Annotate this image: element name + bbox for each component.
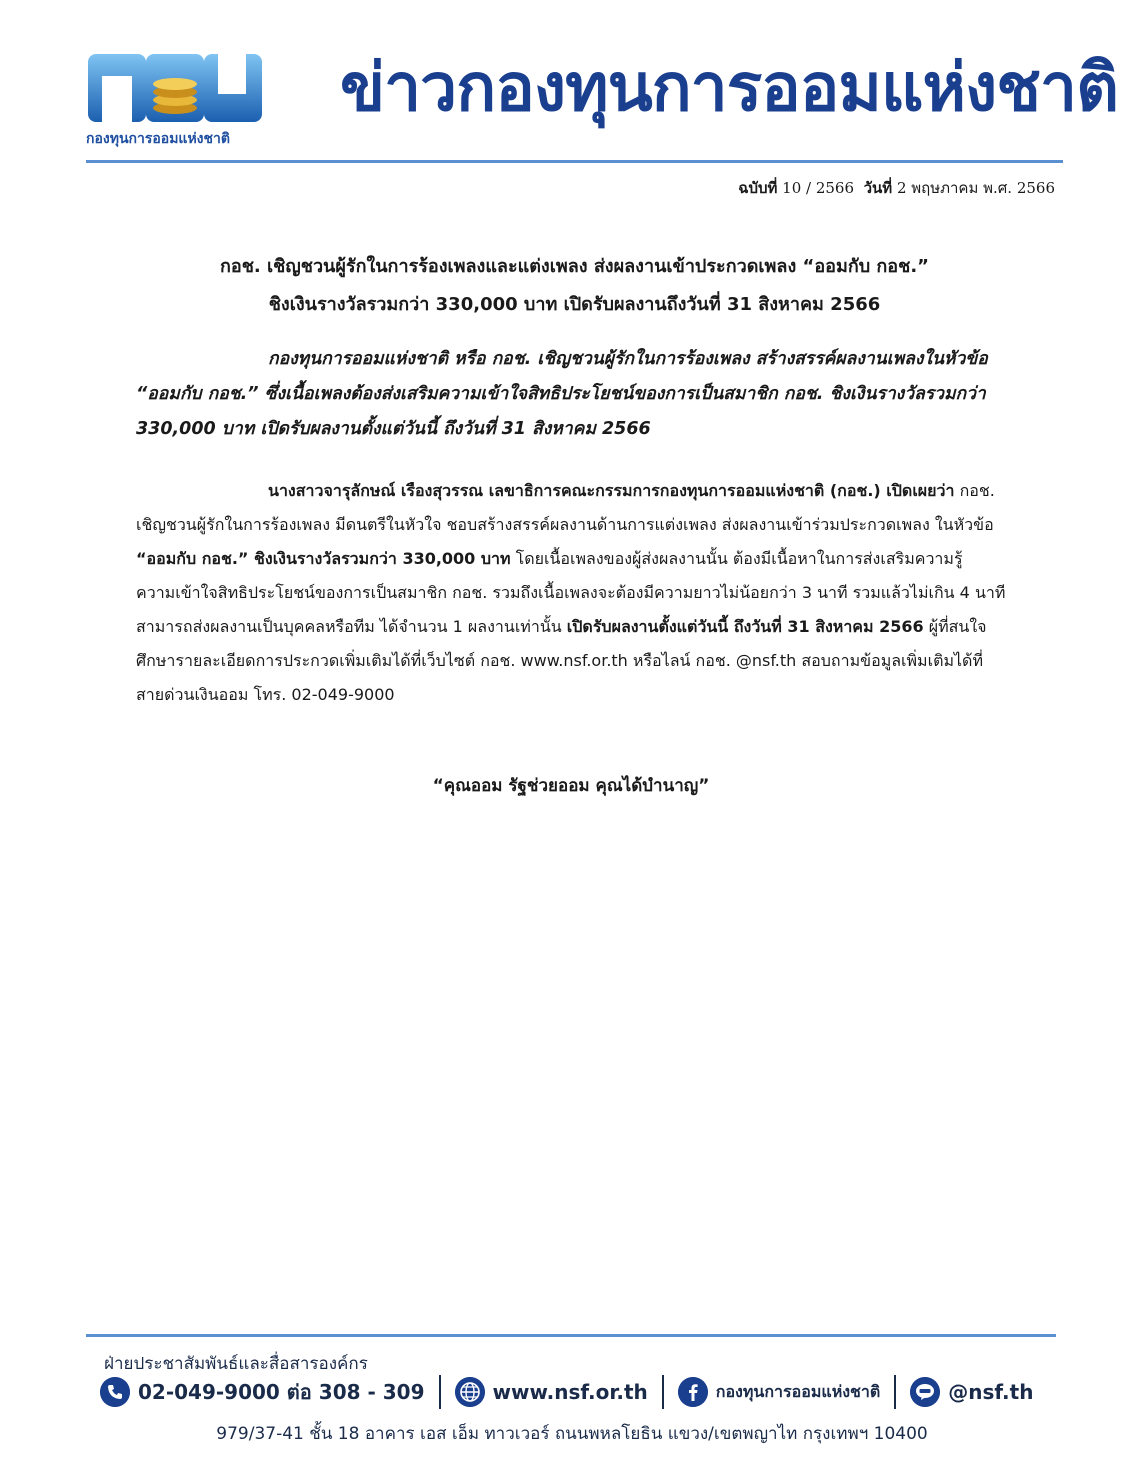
facebook-icon <box>678 1377 708 1407</box>
globe-icon <box>455 1377 485 1407</box>
contact-facebook <box>678 1377 881 1407</box>
contact-separator <box>894 1375 896 1409</box>
contact-separator <box>662 1375 664 1409</box>
header-divider <box>86 160 1063 163</box>
headline-line-1: กอช. เชิญชวนผู้รักในการร้องเพลงและแต่งเพลง ส่งผลงานเข้าประกวดเพลง “ออมกับ กอช.” <box>219 256 929 277</box>
contact-website <box>455 1377 648 1407</box>
contact-line <box>910 1377 1033 1407</box>
body-part-1: กอช. เชิญชวนผู้รักในการร้องเพลง มีดนตรีในหัวใจ ชอบสร้างสรรค์ผลงานด้านการแต่งเพลง ส่งผลงานเข้าร่วมประกวดเพลง ในหัวข้อ <box>136 481 995 534</box>
phone-number: 02-049-9000 ต่อ 308 - 309 <box>138 1380 425 1404</box>
footer-department: ฝ่ายประชาสัมพันธ์และสื่อสารองค์กร <box>104 1354 368 1374</box>
issue-info <box>738 176 1055 200</box>
headline-line-2: ชิงเงินรางวัลรวมกว่า 330,000 บาท เปิดรับผลงานถึงวันที่ 31 สิงหาคม 2566 <box>268 294 881 315</box>
footer-divider <box>86 1334 1056 1337</box>
nsf-logo <box>86 50 264 150</box>
deadline: เปิดรับผลงานตั้งแต่วันนี้ ถึงวันที่ 31 สิงหาคม 2566 <box>566 617 924 636</box>
lead-paragraph: กองทุนการออมแห่งชาติ หรือ กอช. เชิญชวนผู้รักในการร้องเพลง สร้างสรรค์ผลงานเพลงในหัวข้อ “ออมกับ กอช.” ซึ่งเนื้อเพลงต้องส่งเสริมความเข้าใจสิทธิประโยชน์ของการเป็นสมาชิก กอช. ชิงเงินรางวัลรวมกว่า 330,000 บาท เปิดรับผลงานตั้งแต่วันนี้ ถึงวันที่ 31 สิงหาคม 2566 <box>136 349 988 439</box>
website-url[interactable]: www.nsf.or.th <box>492 1380 648 1404</box>
logo-caption: กองทุนการออมแห่งชาติ <box>86 131 230 147</box>
body-part-3: ผู้ที่สนใจศึกษารายละเอียดการประกวดเพิ่มเติมได้ที่เว็บไซต์ กอช. www.nsf.or.th หรือไลน์ กอช. @nsf.th สอบถามข้อมูลเพิ่มเติมได้ที่สายด่วนเงินออม โทร. 02-049-9000 <box>136 617 987 704</box>
headline <box>86 248 1063 324</box>
line-icon <box>910 1377 940 1407</box>
body-paragraph <box>136 474 1006 712</box>
contact-phone <box>100 1376 425 1408</box>
issue-label: ฉบับที่ <box>738 179 778 197</box>
date-label: วันที่ <box>863 179 893 197</box>
contest-topic: “ออมกับ กอช.” ชิงเงินรางวัลรวมกว่า 330,000 บาท <box>136 549 511 568</box>
page-header <box>0 0 1141 170</box>
speaker: นางสาวจารุลักษณ์ เรืองสุวรรณ เลขาธิการคณะกรรมการกองทุนการออมแห่งชาติ (กอช.) เปิดเผยว่า <box>268 481 955 500</box>
body-part-2: โดยเนื้อเพลงของผู้ส่งผลงานนั้น ต้องมีเนื้อหาในการส่งเสริมความรู้ ความเข้าใจสิทธิประโยชน์ของการเป็นสมาชิก กอช. รวมถึงเนื้อเพลงจะต้องมีความยาวไม่น้อยกว่า 3 นาที รวมแล้วไม่เกิน 4 นาที สามารถส่งผลงานเป็นบุคคลหรือทีม ได้จำนวน 1 ผลงานเท่านั้น <box>136 549 1006 636</box>
facebook-page[interactable]: กองทุนการออมแห่งชาติ <box>715 1381 881 1401</box>
slogan: “คุณออม รัฐช่วยออม คุณได้บำนาญ” <box>432 776 710 796</box>
line-id[interactable]: @nsf.th <box>948 1380 1034 1404</box>
issue-number: 10 / 2566 <box>782 179 855 197</box>
page-title: ข่าวกองทุนการออมแห่งชาติ <box>340 49 1118 126</box>
logo-emblem <box>86 50 264 126</box>
footer-address: 979/37-41 ชั้น 18 อาคาร เอส เอ็ม ทาวเวอร์ ถนนพหลโยธิน แขวง/เขตพญาไท กรุงเทพฯ 10400 <box>216 1424 928 1444</box>
issue-date: 2 พฤษภาคม พ.ศ. 2566 <box>896 179 1055 197</box>
phone-icon <box>100 1377 130 1407</box>
footer-contacts <box>100 1374 1060 1410</box>
contact-separator <box>439 1375 441 1409</box>
